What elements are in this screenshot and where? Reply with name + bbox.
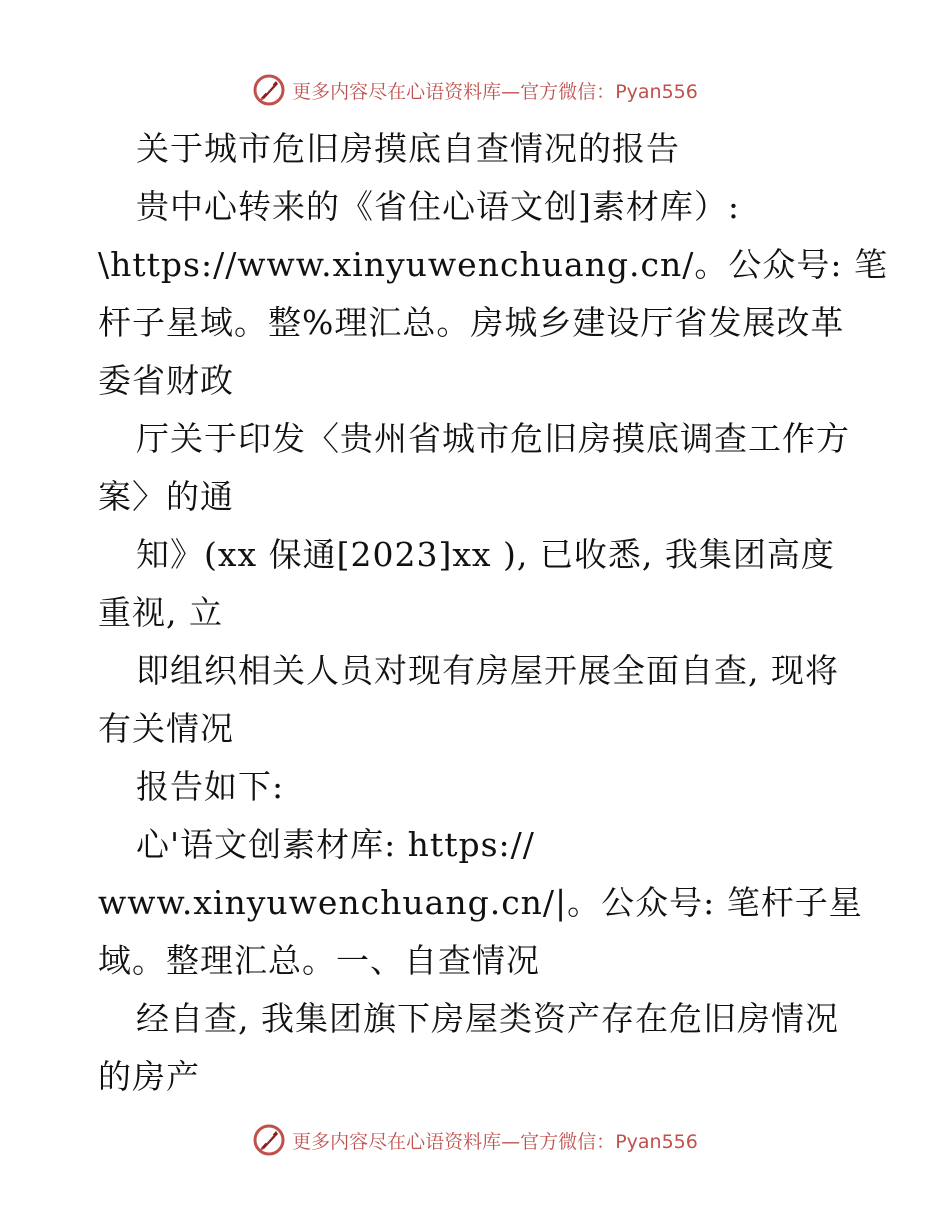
- banner-wechat-id: Pyan556: [615, 80, 698, 103]
- document-line: 委省财政: [98, 361, 234, 400]
- document-line: 心'语文创素材库: https://: [136, 825, 535, 864]
- document-body: [98, 120, 888, 1106]
- document-line: 关于城市危旧房摸底自查情况的报告: [136, 129, 680, 168]
- document-line: 贵中心转来的《省住心语文创]素材库）:: [136, 187, 740, 226]
- banner-main-text: 更多内容尽在心语资料库: [292, 80, 502, 103]
- document-line: \https://www.xinyuwenchuang.cn/。公众号: 笔: [98, 245, 888, 284]
- banner-wechat-id: Pyan556: [615, 1130, 698, 1153]
- banner-dash: —: [501, 80, 521, 103]
- footer-watermark-banner: [0, 1120, 950, 1160]
- document-line: 案〉的通: [98, 477, 234, 516]
- document-line: 知》(xx 保通[2023]xx ), 已收悉, 我集团高度: [136, 535, 835, 574]
- document-line: 即组织相关人员对现有房屋开展全面自查, 现将: [136, 651, 839, 690]
- header-watermark-banner: [0, 70, 950, 110]
- document-line: 经自查, 我集团旗下房屋类资产存在危旧房情况: [136, 999, 839, 1038]
- feather-pen-logo-icon: [252, 73, 286, 107]
- document-line: 的房产: [98, 1057, 200, 1096]
- feather-pen-logo-icon: [252, 1123, 286, 1157]
- document-line: 重视, 立: [98, 593, 223, 632]
- document-line: 杆子星域。整%理汇总。房城乡建设厅省发展改革: [98, 303, 845, 342]
- banner-wechat-label: 官方微信：: [520, 1130, 616, 1153]
- banner-dash: —: [501, 1130, 521, 1153]
- document-line: 域。整理汇总。一、自查情况: [98, 941, 540, 980]
- document-line: 厅关于印发〈贵州省城市危旧房摸底调查工作方: [136, 419, 850, 458]
- banner-main-text: 更多内容尽在心语资料库: [292, 1130, 502, 1153]
- banner-wechat-label: 官方微信：: [520, 80, 616, 103]
- document-line: 有关情况: [98, 709, 234, 748]
- document-line: 报告如下:: [136, 767, 285, 806]
- document-line: www.xinyuwenchuang.cn/|。公众号: 笔杆子星: [98, 883, 863, 922]
